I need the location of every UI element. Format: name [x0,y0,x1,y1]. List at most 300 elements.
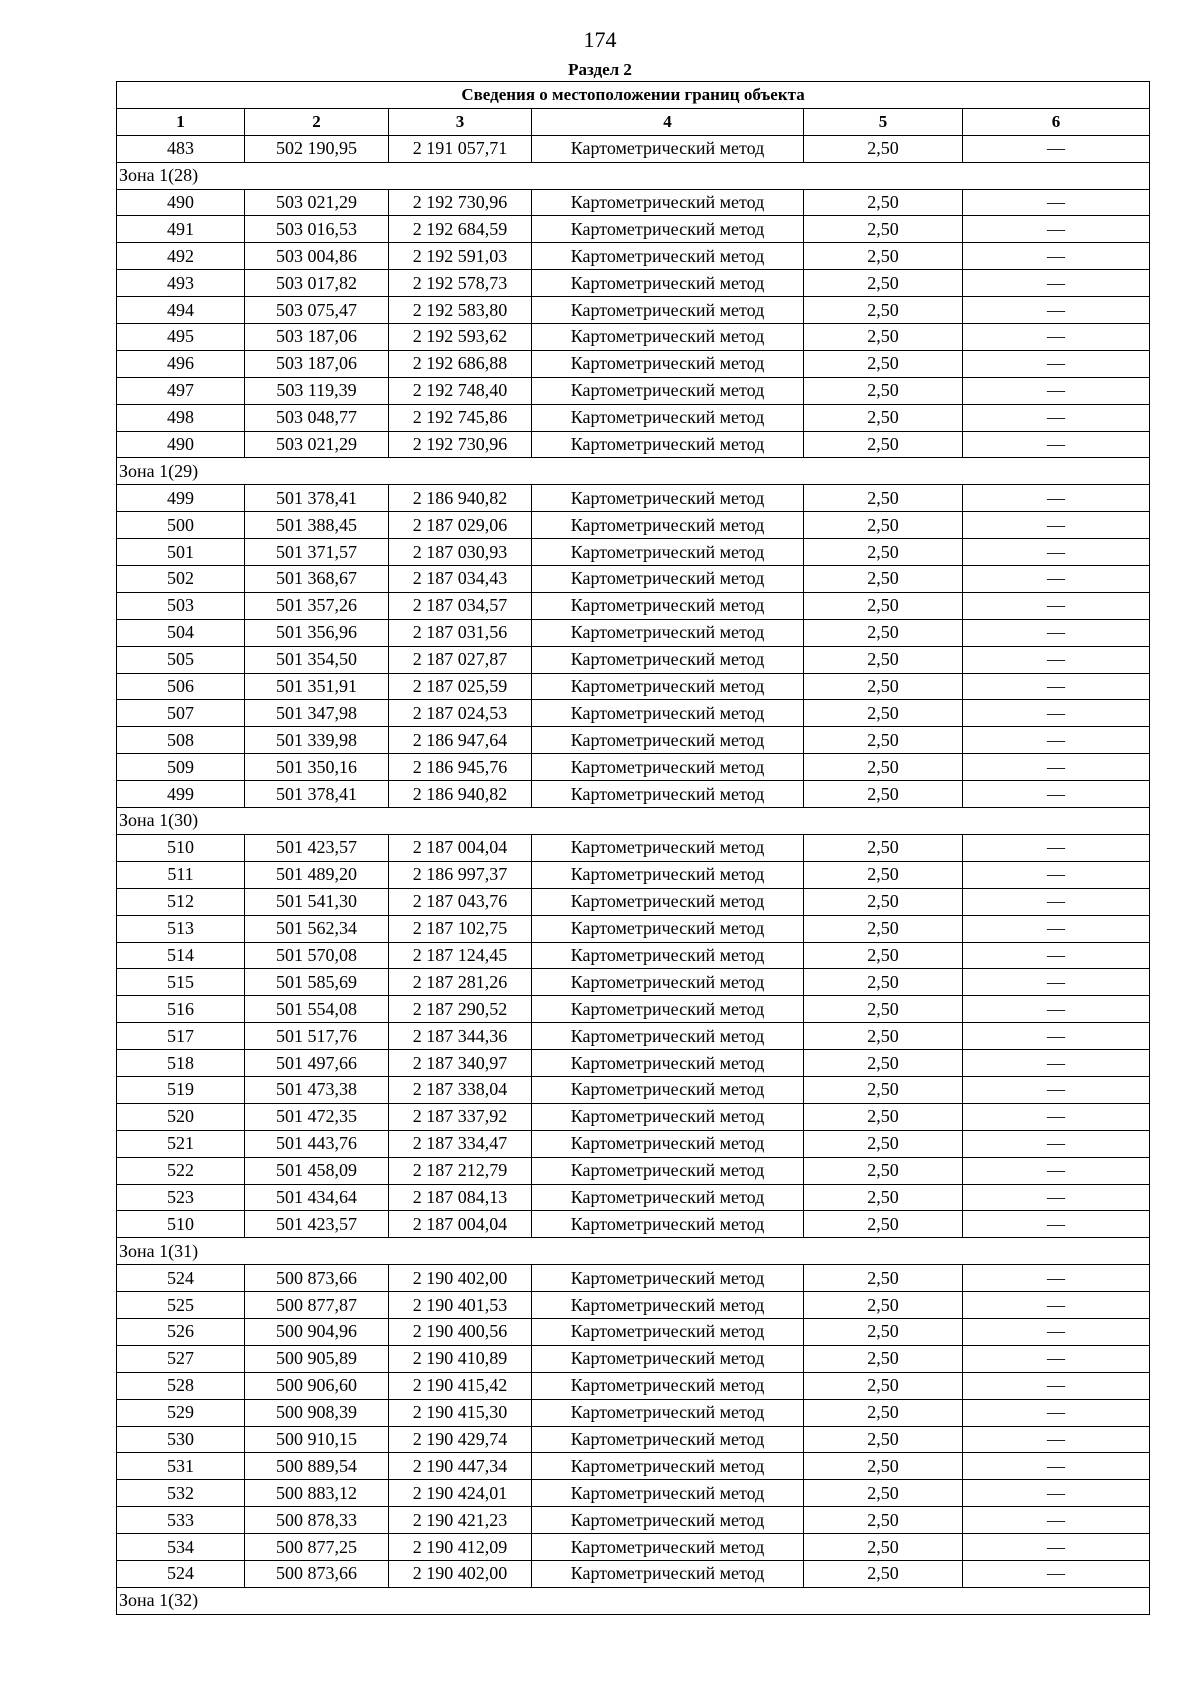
point-number-cell: 491 [117,216,245,243]
table-row [117,1453,1150,1480]
method-cell: Картометрический метод [532,1426,804,1453]
column-number: 3 [389,108,532,135]
point-number-cell: 496 [117,350,245,377]
table-row [117,512,1150,539]
point-number-cell: 483 [117,135,245,162]
description-cell: — [963,700,1150,727]
precision-cell: 2,50 [804,700,963,727]
y-coordinate-cell: 2 190 402,00 [389,1265,532,1292]
table-row [117,673,1150,700]
y-coordinate-cell: 2 192 745,86 [389,404,532,431]
y-coordinate-cell: 2 190 410,89 [389,1345,532,1372]
table-row [117,1480,1150,1507]
zone-label: Зона 1(32) [117,1587,1150,1614]
y-coordinate-cell: 2 186 997,37 [389,861,532,888]
description-cell: — [963,1399,1150,1426]
x-coordinate-cell: 500 908,39 [245,1399,389,1426]
description-cell: — [963,1050,1150,1077]
y-coordinate-cell: 2 187 212,79 [389,1157,532,1184]
description-cell: — [963,350,1150,377]
method-cell: Картометрический метод [532,297,804,324]
description-cell: — [963,915,1150,942]
point-number-cell: 506 [117,673,245,700]
y-coordinate-cell: 2 192 748,40 [389,377,532,404]
method-cell: Картометрический метод [532,1318,804,1345]
page-number: 174 [583,27,617,52]
precision-cell: 2,50 [804,861,963,888]
zone-label: Зона 1(30) [117,808,1150,835]
table-row [117,431,1150,458]
x-coordinate-cell: 501 554,08 [245,996,389,1023]
method-cell: Картометрический метод [532,1184,804,1211]
point-number-cell: 510 [117,1211,245,1238]
description-cell: — [963,324,1150,351]
point-number-cell: 515 [117,969,245,996]
table-row [117,377,1150,404]
table-row [117,243,1150,270]
method-cell: Картометрический метод [532,404,804,431]
point-number-cell: 523 [117,1184,245,1211]
precision-cell: 2,50 [804,350,963,377]
precision-cell: 2,50 [804,1211,963,1238]
description-cell: — [963,566,1150,593]
x-coordinate-cell: 503 048,77 [245,404,389,431]
table-row [117,297,1150,324]
table-row [117,1130,1150,1157]
y-coordinate-cell: 2 190 415,30 [389,1399,532,1426]
method-cell: Картометрический метод [532,834,804,861]
method-cell: Картометрический метод [532,861,804,888]
y-coordinate-cell: 2 187 029,06 [389,512,532,539]
zone-header-row [117,162,1150,189]
description-cell: — [963,1426,1150,1453]
description-cell: — [963,1076,1150,1103]
description-cell: — [963,539,1150,566]
precision-cell: 2,50 [804,1480,963,1507]
y-coordinate-cell: 2 190 429,74 [389,1426,532,1453]
description-cell: — [963,512,1150,539]
point-number-cell: 531 [117,1453,245,1480]
x-coordinate-cell: 502 190,95 [245,135,389,162]
y-coordinate-cell: 2 187 034,43 [389,566,532,593]
x-coordinate-cell: 501 517,76 [245,1023,389,1050]
x-coordinate-cell: 501 354,50 [245,646,389,673]
precision-cell: 2,50 [804,512,963,539]
precision-cell: 2,50 [804,1130,963,1157]
x-coordinate-cell: 500 878,33 [245,1507,389,1534]
description-cell: — [963,1184,1150,1211]
point-number-cell: 502 [117,566,245,593]
precision-cell: 2,50 [804,915,963,942]
precision-cell: 2,50 [804,646,963,673]
method-cell: Картометрический метод [532,1211,804,1238]
description-cell: — [963,888,1150,915]
description-cell: — [963,189,1150,216]
section-title: Раздел 2 [568,60,632,79]
point-number-cell: 497 [117,377,245,404]
method-cell: Картометрический метод [532,646,804,673]
description-cell: — [963,431,1150,458]
x-coordinate-cell: 503 016,53 [245,216,389,243]
column-number: 5 [804,108,963,135]
method-cell: Картометрический метод [532,996,804,1023]
point-number-cell: 490 [117,431,245,458]
description-cell: — [963,270,1150,297]
precision-cell: 2,50 [804,243,963,270]
y-coordinate-cell: 2 187 290,52 [389,996,532,1023]
x-coordinate-cell: 501 472,35 [245,1103,389,1130]
method-cell: Картометрический метод [532,700,804,727]
description-cell: — [963,942,1150,969]
table-row [117,996,1150,1023]
x-coordinate-cell: 501 423,57 [245,1211,389,1238]
method-cell: Картометрический метод [532,1399,804,1426]
point-number-cell: 530 [117,1426,245,1453]
description-cell: — [963,996,1150,1023]
x-coordinate-cell: 501 585,69 [245,969,389,996]
point-number-cell: 494 [117,297,245,324]
y-coordinate-cell: 2 187 004,04 [389,1211,532,1238]
x-coordinate-cell: 500 904,96 [245,1318,389,1345]
y-coordinate-cell: 2 187 344,36 [389,1023,532,1050]
method-cell: Картометрический метод [532,1076,804,1103]
table-row [117,592,1150,619]
y-coordinate-cell: 2 187 024,53 [389,700,532,727]
table-title-row [117,82,1150,109]
zone-header-row [117,808,1150,835]
description-cell: — [963,1103,1150,1130]
x-coordinate-cell: 500 905,89 [245,1345,389,1372]
y-coordinate-cell: 2 187 031,56 [389,619,532,646]
method-cell: Картометрический метод [532,350,804,377]
y-coordinate-cell: 2 187 027,87 [389,646,532,673]
x-coordinate-cell: 501 378,41 [245,781,389,808]
table-row [117,646,1150,673]
y-coordinate-cell: 2 192 684,59 [389,216,532,243]
method-cell: Картометрический метод [532,324,804,351]
y-coordinate-cell: 2 192 686,88 [389,350,532,377]
table-row [117,189,1150,216]
x-coordinate-cell: 501 473,38 [245,1076,389,1103]
y-coordinate-cell: 2 187 124,45 [389,942,532,969]
method-cell: Картометрический метод [532,1480,804,1507]
precision-cell: 2,50 [804,942,963,969]
x-coordinate-cell: 501 570,08 [245,942,389,969]
description-cell: — [963,646,1150,673]
description-cell: — [963,404,1150,431]
point-number-cell: 514 [117,942,245,969]
point-number-cell: 499 [117,485,245,512]
y-coordinate-cell: 2 190 401,53 [389,1292,532,1319]
precision-cell: 2,50 [804,1076,963,1103]
method-cell: Картометрический метод [532,1050,804,1077]
point-number-cell: 524 [117,1265,245,1292]
x-coordinate-cell: 501 562,34 [245,915,389,942]
method-cell: Картометрический метод [532,673,804,700]
y-coordinate-cell: 2 186 940,82 [389,781,532,808]
method-cell: Картометрический метод [532,619,804,646]
point-number-cell: 508 [117,727,245,754]
table-row [117,216,1150,243]
precision-cell: 2,50 [804,1507,963,1534]
description-cell: — [963,592,1150,619]
point-number-cell: 505 [117,646,245,673]
method-cell: Картометрический метод [532,1023,804,1050]
precision-cell: 2,50 [804,566,963,593]
precision-cell: 2,50 [804,189,963,216]
x-coordinate-cell: 501 378,41 [245,485,389,512]
x-coordinate-cell: 503 017,82 [245,270,389,297]
description-cell: — [963,135,1150,162]
precision-cell: 2,50 [804,781,963,808]
method-cell: Картометрический метод [532,270,804,297]
x-coordinate-cell: 503 187,06 [245,350,389,377]
table-row [117,1560,1150,1587]
x-coordinate-cell: 500 910,15 [245,1426,389,1453]
point-number-cell: 529 [117,1399,245,1426]
description-cell: — [963,1265,1150,1292]
y-coordinate-cell: 2 187 034,57 [389,592,532,619]
table-row [117,915,1150,942]
column-number: 6 [963,108,1150,135]
point-number-cell: 493 [117,270,245,297]
zone-header-row [117,1587,1150,1614]
y-coordinate-cell: 2 192 583,80 [389,297,532,324]
description-cell: — [963,297,1150,324]
table-row [117,1534,1150,1561]
precision-cell: 2,50 [804,1157,963,1184]
table-row [117,350,1150,377]
point-number-cell: 525 [117,1292,245,1319]
column-number-row [117,108,1150,135]
y-coordinate-cell: 2 191 057,71 [389,135,532,162]
method-cell: Картометрический метод [532,189,804,216]
table-row [117,1372,1150,1399]
y-coordinate-cell: 2 192 730,96 [389,189,532,216]
x-coordinate-cell: 501 434,64 [245,1184,389,1211]
description-cell: — [963,1372,1150,1399]
method-cell: Картометрический метод [532,969,804,996]
precision-cell: 2,50 [804,834,963,861]
y-coordinate-cell: 2 186 940,82 [389,485,532,512]
description-cell: — [963,1507,1150,1534]
x-coordinate-cell: 503 021,29 [245,431,389,458]
table-body [117,135,1150,1614]
table-row [117,539,1150,566]
precision-cell: 2,50 [804,1023,963,1050]
x-coordinate-cell: 500 877,25 [245,1534,389,1561]
point-number-cell: 500 [117,512,245,539]
table-row [117,270,1150,297]
y-coordinate-cell: 2 190 412,09 [389,1534,532,1561]
method-cell: Картометрический метод [532,1292,804,1319]
point-number-cell: 513 [117,915,245,942]
method-cell: Картометрический метод [532,431,804,458]
zone-label: Зона 1(28) [117,162,1150,189]
description-cell: — [963,834,1150,861]
method-cell: Картометрический метод [532,781,804,808]
point-number-cell: 512 [117,888,245,915]
point-number-cell: 519 [117,1076,245,1103]
precision-cell: 2,50 [804,431,963,458]
description-cell: — [963,1534,1150,1561]
y-coordinate-cell: 2 190 402,00 [389,1560,532,1587]
x-coordinate-cell: 501 351,91 [245,673,389,700]
method-cell: Картометрический метод [532,888,804,915]
precision-cell: 2,50 [804,1292,963,1319]
method-cell: Картометрический метод [532,377,804,404]
precision-cell: 2,50 [804,1372,963,1399]
method-cell: Картометрический метод [532,512,804,539]
x-coordinate-cell: 501 371,57 [245,539,389,566]
method-cell: Картометрический метод [532,485,804,512]
point-number-cell: 517 [117,1023,245,1050]
y-coordinate-cell: 2 187 025,59 [389,673,532,700]
coordinates-table [116,81,1150,1615]
table-row [117,1507,1150,1534]
precision-cell: 2,50 [804,1453,963,1480]
description-cell: — [963,1480,1150,1507]
x-coordinate-cell: 501 541,30 [245,888,389,915]
precision-cell: 2,50 [804,673,963,700]
point-number-cell: 509 [117,754,245,781]
precision-cell: 2,50 [804,1560,963,1587]
description-cell: — [963,861,1150,888]
description-cell: — [963,1130,1150,1157]
precision-cell: 2,50 [804,404,963,431]
table-row [117,1076,1150,1103]
y-coordinate-cell: 2 187 281,26 [389,969,532,996]
table-row [117,727,1150,754]
description-cell: — [963,781,1150,808]
x-coordinate-cell: 503 004,86 [245,243,389,270]
precision-cell: 2,50 [804,324,963,351]
zone-header-row [117,458,1150,485]
table-row [117,834,1150,861]
x-coordinate-cell: 503 021,29 [245,189,389,216]
point-number-cell: 524 [117,1560,245,1587]
description-cell: — [963,1023,1150,1050]
description-cell: — [963,969,1150,996]
x-coordinate-cell: 500 906,60 [245,1372,389,1399]
zone-label: Зона 1(31) [117,1238,1150,1265]
point-number-cell: 520 [117,1103,245,1130]
y-coordinate-cell: 2 190 400,56 [389,1318,532,1345]
x-coordinate-cell: 501 458,09 [245,1157,389,1184]
x-coordinate-cell: 501 489,20 [245,861,389,888]
point-number-cell: 522 [117,1157,245,1184]
table-row [117,1050,1150,1077]
description-cell: — [963,216,1150,243]
table-row [117,781,1150,808]
x-coordinate-cell: 503 119,39 [245,377,389,404]
point-number-cell: 499 [117,781,245,808]
x-coordinate-cell: 503 075,47 [245,297,389,324]
description-cell: — [963,1345,1150,1372]
y-coordinate-cell: 2 192 730,96 [389,431,532,458]
method-cell: Картометрический метод [532,1345,804,1372]
y-coordinate-cell: 2 192 578,73 [389,270,532,297]
column-number: 2 [245,108,389,135]
description-cell: — [963,673,1150,700]
table-row [117,1318,1150,1345]
description-cell: — [963,377,1150,404]
column-number: 1 [117,108,245,135]
precision-cell: 2,50 [804,1050,963,1077]
point-number-cell: 504 [117,619,245,646]
y-coordinate-cell: 2 186 945,76 [389,754,532,781]
point-number-cell: 507 [117,700,245,727]
y-coordinate-cell: 2 192 591,03 [389,243,532,270]
table-title: Сведения о местоположении границ объекта [117,82,1150,109]
precision-cell: 2,50 [804,270,963,297]
table-row [117,1184,1150,1211]
description-cell: — [963,243,1150,270]
table-row [117,1345,1150,1372]
point-number-cell: 511 [117,861,245,888]
x-coordinate-cell: 501 356,96 [245,619,389,646]
description-cell: — [963,1157,1150,1184]
x-coordinate-cell: 500 873,66 [245,1265,389,1292]
precision-cell: 2,50 [804,539,963,566]
precision-cell: 2,50 [804,727,963,754]
description-cell: — [963,727,1150,754]
description-cell: — [963,619,1150,646]
method-cell: Картометрический метод [532,539,804,566]
point-number-cell: 495 [117,324,245,351]
x-coordinate-cell: 501 423,57 [245,834,389,861]
method-cell: Картометрический метод [532,1103,804,1130]
precision-cell: 2,50 [804,216,963,243]
x-coordinate-cell: 501 497,66 [245,1050,389,1077]
description-cell: — [963,1318,1150,1345]
x-coordinate-cell: 501 443,76 [245,1130,389,1157]
table-row [117,566,1150,593]
method-cell: Картометрический метод [532,1130,804,1157]
description-cell: — [963,485,1150,512]
x-coordinate-cell: 500 877,87 [245,1292,389,1319]
point-number-cell: 534 [117,1534,245,1561]
y-coordinate-cell: 2 190 421,23 [389,1507,532,1534]
method-cell: Картометрический метод [532,243,804,270]
precision-cell: 2,50 [804,485,963,512]
method-cell: Картометрический метод [532,216,804,243]
precision-cell: 2,50 [804,592,963,619]
table-row [117,404,1150,431]
precision-cell: 2,50 [804,1318,963,1345]
point-number-cell: 501 [117,539,245,566]
precision-cell: 2,50 [804,754,963,781]
precision-cell: 2,50 [804,135,963,162]
y-coordinate-cell: 2 187 338,04 [389,1076,532,1103]
y-coordinate-cell: 2 187 030,93 [389,539,532,566]
precision-cell: 2,50 [804,1345,963,1372]
point-number-cell: 510 [117,834,245,861]
zone-label: Зона 1(29) [117,458,1150,485]
precision-cell: 2,50 [804,969,963,996]
x-coordinate-cell: 501 388,45 [245,512,389,539]
precision-cell: 2,50 [804,377,963,404]
precision-cell: 2,50 [804,996,963,1023]
precision-cell: 2,50 [804,1426,963,1453]
y-coordinate-cell: 2 187 337,92 [389,1103,532,1130]
precision-cell: 2,50 [804,1399,963,1426]
method-cell: Картометрический метод [532,754,804,781]
x-coordinate-cell: 503 187,06 [245,324,389,351]
table-row [117,619,1150,646]
table-row [117,861,1150,888]
y-coordinate-cell: 2 186 947,64 [389,727,532,754]
